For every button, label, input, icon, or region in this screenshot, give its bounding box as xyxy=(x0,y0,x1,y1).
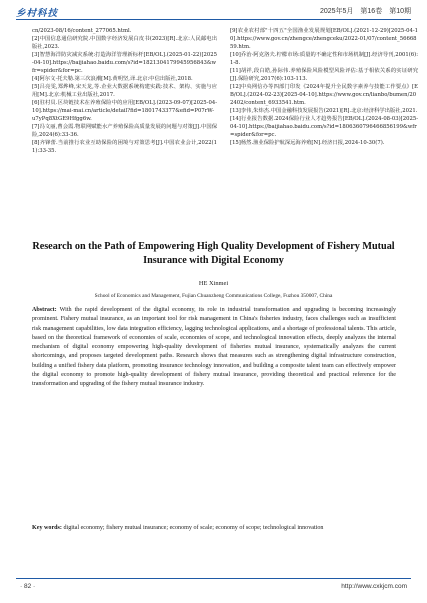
journal-website: http://www.cxkjcm.com xyxy=(341,583,407,590)
reference-item: [14]行业报告数据.2024保险行业人才趋势报告[EB/OL].(2024-08-03)[2025-04-10].https://baijiahao.baidu.com/s?id=1806360796466856199&wfr=spider&for=pc. xyxy=(230,116,418,138)
page-number: · 82 · xyxy=(20,583,36,590)
author-name: HE Xinmei xyxy=(198,280,229,287)
header-rule xyxy=(16,19,411,20)
abstract xyxy=(32,306,396,390)
abstract-label: Abstract: xyxy=(32,307,57,313)
reference-item: [6]驻村员.区块链技术在养殖保险中的应用[EB/OL].(2023-09-07)[2025-04-10].https://mai-mai.cn/article/detail?fid=1801743377&efid=P07rW-u7yPq8XtGE9Hfgg6w. xyxy=(32,100,217,122)
article-title: Research on the Path of Empowering High Quality Development of Fishery Mutual Insurance with Digital Economy xyxy=(32,241,395,266)
reference-item: [12]中央网信办等四部门印发《2024年提升全民数字素养与技能工作要点》[EB/OL].(2024-02-23)[2025-04-10].https://www.gov.cn/lianbo/bumen/202402/content_6933541.htm. xyxy=(230,84,418,106)
reference-item: cn/2023-08/16/content_277065.html. xyxy=(32,28,132,34)
reference-item: [5]吕亮雯,郑烨峰,宋天龙,等.企业大数据系统构建实践:技术、架构、实施与应用[M].北京:机械工业出版社,2017. xyxy=(32,84,217,98)
reference-item: [8]齐锋蕾.当前推行农业互助保险的困境与对策思考[J].中国农业会计,2022(11):33-35. xyxy=(32,140,217,154)
page-header xyxy=(0,0,427,22)
references-right-column xyxy=(230,27,418,147)
footer-rule xyxy=(16,578,411,579)
references-left-column xyxy=(32,27,217,155)
issue-info: 2025年5月 第16卷 第10期 xyxy=(319,8,411,15)
reference-item: [3]智慧海洋防灾减灾系统:打造海洋管理新标杆[EB/OL].(2025-01-22)[2025-04-10].https://baijiahao.baidu.com/s?id=1821304179945956843&wfr=spider&for=pc. xyxy=(32,52,217,74)
journal-logo: 乡村科技 xyxy=(16,8,59,19)
keywords-label: Key words: xyxy=(32,525,62,531)
reference-item: [11]胡祥,段白皓,孙际伟.养殖保险风险模型风险评估:基于相依关系的实证研究[J].保险研究,2017(6):103-113. xyxy=(230,68,418,82)
reference-item: [4]阿尔文·托夫勒.第三次浪潮[M].黄明坚,译.北京:中信出版社,2018. xyxy=(32,76,193,82)
reference-item: [2]中国信息通信研究院.中国数字经济发展白皮书(2023)[R].北京:人民邮电出版社,2023. xyxy=(32,36,217,50)
reference-item: [10]乔治·阿克洛夫.柠檬市场:质量的不确定性和市场机制[J].经济导刊,2001(6):1-8. xyxy=(230,52,418,66)
abstract-text: With the rapid development of the digital economy, its role in industrial transformation and upgrading is becoming increasingly prominent. Fishery mutual insurance, as an important tool for risk management in China's fisheries industry, faces challenges such as insufficient risk management capabilities, low data integration efficiency, lagging technological applications, and a shortage of professional talents. This article, based on the theoretical framework of economies of scale, economies of scope, and technological innovation effects, deeply analyzes the internal mechanism of digital economy empowering high-quality development of fisheries mutual insurance, systematically analyzes the current shortcomings, and proposes targeted development paths. Research shows that measures such as strengthening digital infrastructure construction, building a unified fishery data platform, promoting insurance technology innovation, and building a composite talent team can effectively empower the digital economy to promote high-quality development of fishery mutual insurance, providing theoretical and practical reference for the transformation and upgrading of the fishery mutual insurance industry. xyxy=(32,307,396,388)
reference-item: [7]冯文丽,曹会霞.物联网赋能水产养殖保险高质量发展的问题与对策[J].中国保险,2024(6):33-36. xyxy=(32,124,217,138)
author-affiliation: School of Economics and Management, Fujian Chuanzheng Communications College, Fuzhou 350007, China xyxy=(94,293,333,299)
keywords xyxy=(32,524,396,533)
reference-item: [13]李伟,朱炜杰.中国金融科技发展报告(2021)[R].北京:经济科学出版社,2021. xyxy=(230,108,418,114)
reference-item: [15]杨然.渔业保险护航深远海养殖[N].经济日报,2024-10-30(7). xyxy=(230,140,385,146)
keywords-text: digital economy; fishery mutual insurance; economy of scale; economy of scope; technological innovation xyxy=(63,525,324,531)
reference-item: [9]农业农村部"十四五"全国渔业发展规划[EB/OL].(2021-12-29)[2025-04-10].https://www.gov.cn/zhengce/zhengceku/2022-01/07/content_5666859.htm. xyxy=(230,28,418,50)
